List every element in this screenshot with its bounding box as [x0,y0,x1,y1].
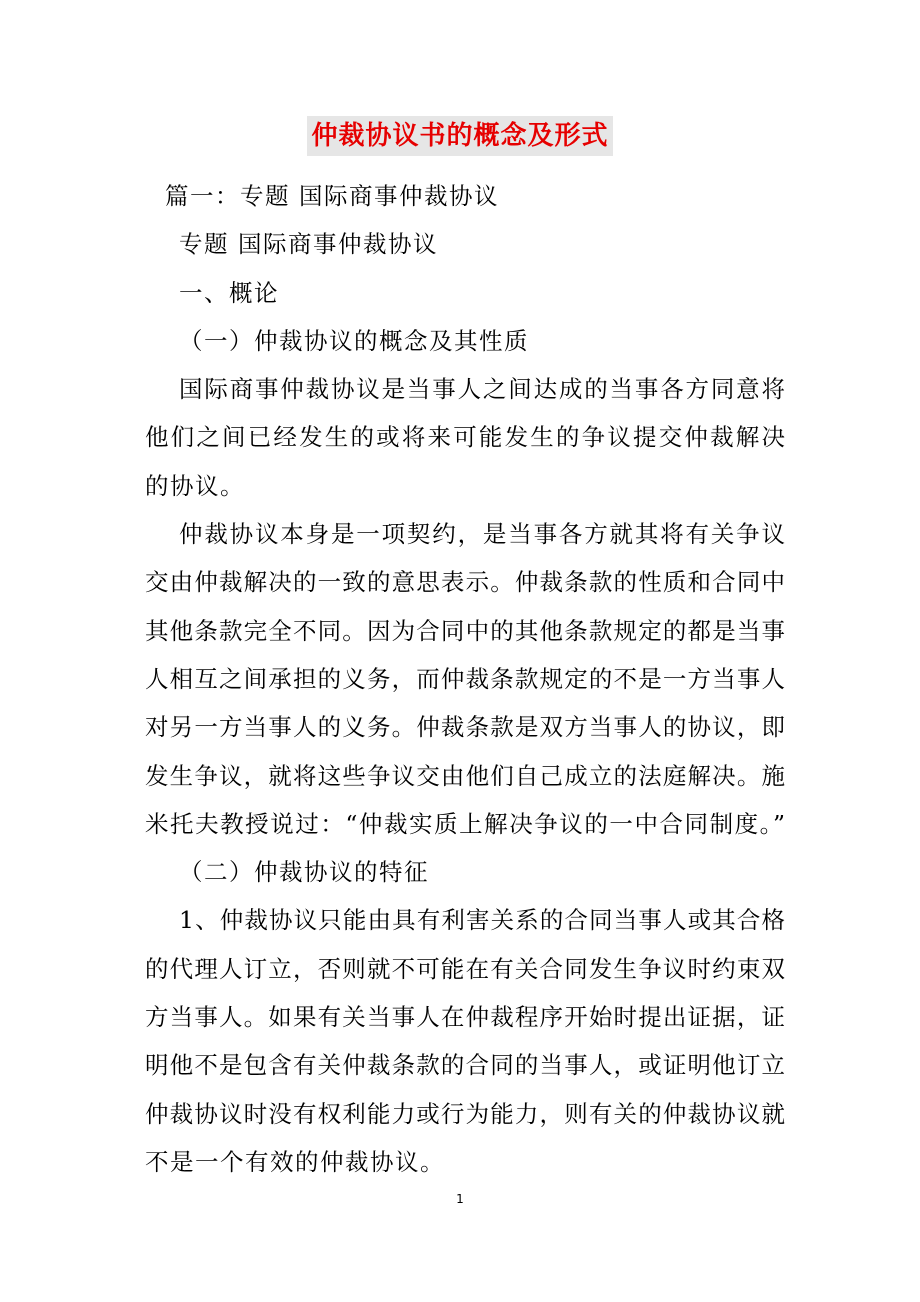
paragraph-line: 仲裁协议时没有权利能力或行为能力，则有关的仲裁协议就 [145,1099,785,1128]
paragraph-line: 方当事人。如果有关当事人在仲裁程序开始时提出证据，证 [145,1003,785,1032]
paragraph-line: 人相互之间承担的义务，而仲裁条款规定的不是一方当事人 [145,664,785,693]
paragraph-line: 1、仲裁协议只能由具有利害关系的合同当事人或其合格 [179,906,785,935]
paragraph-line: 仲裁协议本身是一项契约，是当事各方就其将有关争议 [179,520,785,549]
page-number: 1 [456,1192,464,1206]
subheading: 一、概论 [179,278,279,307]
paragraph-line: 他们之间已经发生的或将来可能发生的争议提交仲裁解决 [145,423,785,452]
paragraph-line: 其他条款完全不同。因为合同中的其他条款规定的都是当事 [145,616,785,645]
paragraph-line: 对另一方当事人的义务。仲裁条款是双方当事人的协议，即 [145,713,785,742]
document-body [145,172,785,1186]
subheading: （二）仲裁协议的特征 [179,858,429,887]
paragraph-line: 明他不是包含有关仲裁条款的合同的当事人，或证明他订立 [145,1051,785,1080]
paragraph-line: 的协议。 [145,471,245,500]
subheading: （一）仲裁协议的概念及其性质 [179,326,529,355]
title-container [0,116,920,156]
subheading: 专题 国际商事仲裁协议 [179,230,438,259]
section-heading: 篇一：专题 国际商事仲裁协议 [165,182,499,210]
paragraph-line: 的代理人订立，否则就不可能在有关合同发生争议时约束双 [145,954,785,983]
paragraph-line: 米托夫教授说过：“仲裁实质上解决争议的一中合同制度。” [145,809,785,838]
document-title: 仲裁协议书的概念及形式 [307,116,612,156]
paragraph-line: 交由仲裁解决的一致的意思表示。仲裁条款的性质和合同中 [145,568,785,597]
paragraph-line: 发生争议，就将这些争议交由他们自己成立的法庭解决。施 [145,761,785,790]
paragraph-line: 不是一个有效的仲裁协议。 [145,1147,445,1176]
paragraph-line: 国际商事仲裁协议是当事人之间达成的当事各方同意将 [179,375,785,404]
